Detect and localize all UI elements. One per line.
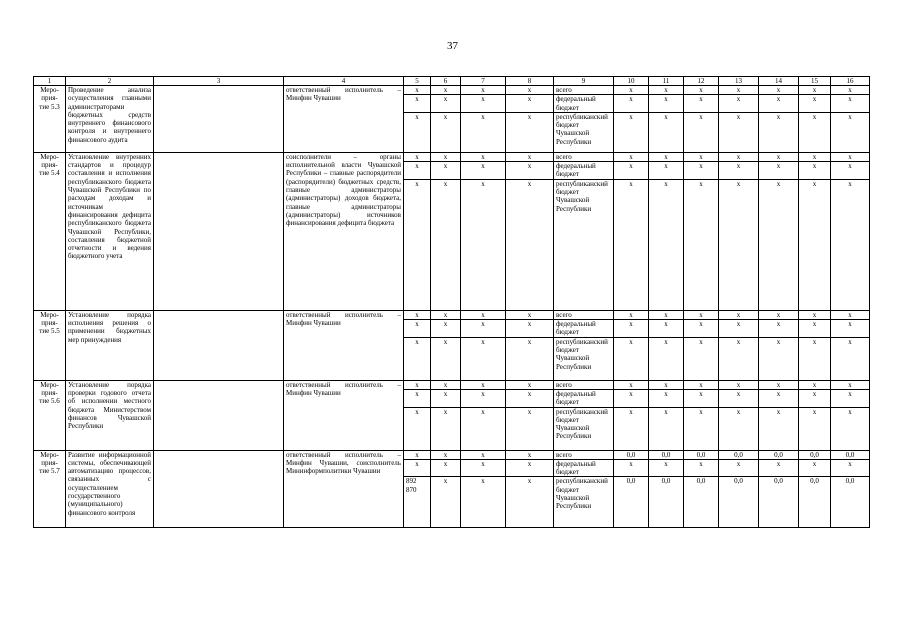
value-cell: х [799, 112, 831, 152]
header-row [34, 77, 870, 86]
value-cell: х [719, 162, 759, 180]
funding-source-cell: республиканский бюджет Чувашской Республики [554, 112, 614, 152]
funding-source-cell: федеральный бюджет [554, 162, 614, 180]
value-cell: х [799, 179, 831, 310]
value-cell: 0,0 [719, 477, 759, 528]
value-cell: х [759, 337, 799, 380]
code-cell: х [506, 459, 554, 477]
value-cell: х [649, 337, 684, 380]
value-cell: х [614, 86, 649, 95]
value-cell: х [719, 152, 759, 161]
code-cell: х [431, 310, 461, 319]
value-cell: х [719, 337, 759, 380]
code-cell: х [404, 407, 431, 450]
value-cell: х [684, 310, 719, 319]
code-cell: х [404, 450, 431, 459]
value-cell: 0,0 [759, 450, 799, 459]
value-cell: х [831, 112, 870, 152]
value-cell: х [759, 86, 799, 95]
value-cell: х [684, 407, 719, 450]
value-cell: х [684, 152, 719, 161]
code-cell: х [506, 450, 554, 459]
code-cell: х [404, 310, 431, 319]
code-cell: х [506, 477, 554, 528]
value-cell: х [649, 152, 684, 161]
header-cell: 14 [759, 77, 799, 86]
code-cell: х [431, 389, 461, 407]
executor-cell: соисполнители – органы исполнительной власти Чувашской Республики – главные распорядители (распорядители) бюджетных средств, главные администраторы (администраторы) доходов бюджета, главные администраторы (администраторы) источников финансирования дефицита бюджета [284, 152, 404, 310]
code-cell: х [461, 162, 506, 180]
table-row [34, 450, 870, 459]
value-cell: х [799, 380, 831, 389]
value-cell: х [684, 320, 719, 338]
empty-cell [154, 152, 284, 310]
code-cell: х [506, 152, 554, 161]
code-cell: х [461, 459, 506, 477]
value-cell: х [719, 95, 759, 113]
code-cell: х [431, 95, 461, 113]
value-cell: х [684, 337, 719, 380]
table-row [34, 380, 870, 389]
value-cell: х [649, 320, 684, 338]
code-cell: х [461, 407, 506, 450]
value-cell: х [831, 320, 870, 338]
empty-cell [154, 450, 284, 528]
value-cell: х [649, 179, 684, 310]
value-cell: х [649, 162, 684, 180]
code-cell: х [431, 459, 461, 477]
value-cell: х [799, 407, 831, 450]
funding-source-cell: республиканский бюджет Чувашской Республики [554, 179, 614, 310]
value-cell: 0,0 [614, 477, 649, 528]
value-cell: х [831, 95, 870, 113]
measure-title-cell: Проведение анализа осуществления главными администраторами бюджетных средств внутреннего финансового контроля и внутреннего финансового аудита [66, 86, 154, 153]
funding-source-cell: всего [554, 450, 614, 459]
value-cell: х [799, 389, 831, 407]
value-cell: х [684, 380, 719, 389]
code-cell: х [506, 95, 554, 113]
value-cell: х [684, 162, 719, 180]
funding-source-cell: всего [554, 152, 614, 161]
header-cell: 7 [461, 77, 506, 86]
code-cell: х [506, 162, 554, 180]
header-cell: 16 [831, 77, 870, 86]
empty-cell [154, 380, 284, 450]
value-cell: х [684, 95, 719, 113]
header-cell: 9 [554, 77, 614, 86]
value-cell: х [831, 380, 870, 389]
header-cell: 2 [66, 77, 154, 86]
value-cell: 0,0 [719, 450, 759, 459]
code-cell: х [404, 162, 431, 180]
value-cell: х [759, 179, 799, 310]
code-cell: х [404, 112, 431, 152]
program-table [33, 76, 870, 528]
value-cell: х [649, 112, 684, 152]
code-cell: х [506, 86, 554, 95]
empty-cell [154, 86, 284, 153]
measure-code-cell: Меро- прия- тие 5.7 [34, 450, 66, 528]
header-cell: 3 [154, 77, 284, 86]
code-cell: х [431, 86, 461, 95]
value-cell: 0,0 [649, 477, 684, 528]
table-row [34, 152, 870, 161]
funding-source-cell: федеральный бюджет [554, 320, 614, 338]
value-cell: х [684, 86, 719, 95]
code-cell: х [431, 337, 461, 380]
value-cell: х [759, 162, 799, 180]
value-cell: 0,0 [799, 477, 831, 528]
code-cell: х [461, 380, 506, 389]
code-cell: х [506, 112, 554, 152]
value-cell: х [719, 389, 759, 407]
code-cell: х [461, 450, 506, 459]
value-cell: х [614, 95, 649, 113]
value-cell: х [684, 112, 719, 152]
value-cell: х [759, 310, 799, 319]
value-cell: х [759, 389, 799, 407]
funding-source-cell: всего [554, 380, 614, 389]
code-cell: х [431, 162, 461, 180]
funding-source-cell: всего [554, 86, 614, 95]
code-cell: х [431, 112, 461, 152]
value-cell: х [614, 337, 649, 380]
value-cell: х [831, 310, 870, 319]
code-cell: х [431, 450, 461, 459]
value-cell: х [614, 152, 649, 161]
funding-source-cell: республиканский бюджет Чувашской Республики [554, 337, 614, 380]
value-cell: х [799, 310, 831, 319]
value-cell: х [799, 162, 831, 180]
value-cell: х [684, 389, 719, 407]
value-cell: 0,0 [831, 450, 870, 459]
value-cell: х [649, 95, 684, 113]
value-cell: х [759, 459, 799, 477]
value-cell: х [831, 459, 870, 477]
code-cell: х [506, 179, 554, 310]
code-cell: х [461, 477, 506, 528]
value-cell: 0,0 [614, 450, 649, 459]
code-cell: х [461, 389, 506, 407]
header-cell: 4 [284, 77, 404, 86]
value-cell: х [759, 380, 799, 389]
value-cell: х [799, 86, 831, 95]
code-cell: х [404, 320, 431, 338]
value-cell: х [719, 179, 759, 310]
value-cell: х [759, 152, 799, 161]
value-cell: х [719, 380, 759, 389]
value-cell: х [831, 152, 870, 161]
value-cell: х [759, 95, 799, 113]
value-cell: х [649, 389, 684, 407]
value-cell: х [684, 179, 719, 310]
funding-source-cell: федеральный бюджет [554, 389, 614, 407]
measure-code-cell: Меро- прия- тие 5.3 [34, 86, 66, 153]
value-cell: х [649, 380, 684, 389]
value-cell: х [719, 459, 759, 477]
value-cell: х [684, 459, 719, 477]
value-cell: х [649, 86, 684, 95]
code-cell: х [506, 320, 554, 338]
value-cell: х [719, 310, 759, 319]
code-cell: х [404, 380, 431, 389]
code-cell: х [461, 112, 506, 152]
code-cell: х [404, 389, 431, 407]
code-cell: х [404, 337, 431, 380]
value-cell: х [719, 320, 759, 338]
code-cell: х [404, 86, 431, 95]
value-cell: х [614, 389, 649, 407]
funding-source-cell: всего [554, 310, 614, 319]
code-cell: х [431, 152, 461, 161]
funding-source-cell: федеральный бюджет [554, 459, 614, 477]
code-cell: х [461, 310, 506, 319]
code-cell: х [404, 152, 431, 161]
code-cell: 892 870 [404, 477, 431, 528]
value-cell: х [831, 337, 870, 380]
code-cell: х [461, 320, 506, 338]
code-cell: х [506, 310, 554, 319]
measure-code-cell: Меро- прия- тие 5.5 [34, 310, 66, 380]
header-cell: 15 [799, 77, 831, 86]
header-cell: 5 [404, 77, 431, 86]
value-cell: х [799, 459, 831, 477]
value-cell: х [759, 112, 799, 152]
code-cell: х [431, 320, 461, 338]
measure-code-cell: Меро- прия- тие 5.4 [34, 152, 66, 310]
code-cell: х [404, 95, 431, 113]
value-cell: х [759, 407, 799, 450]
value-cell: х [831, 86, 870, 95]
value-cell: 0,0 [649, 450, 684, 459]
funding-source-cell: республиканский бюджет Чувашской Республики [554, 477, 614, 528]
value-cell: х [799, 95, 831, 113]
value-cell: х [719, 112, 759, 152]
code-cell: х [431, 179, 461, 310]
value-cell: х [614, 112, 649, 152]
value-cell: х [649, 310, 684, 319]
value-cell: 0,0 [799, 450, 831, 459]
value-cell: х [719, 407, 759, 450]
funding-source-cell: федеральный бюджет [554, 95, 614, 113]
code-cell: х [461, 152, 506, 161]
code-cell: х [506, 337, 554, 380]
value-cell: 0,0 [831, 477, 870, 528]
table-row [34, 310, 870, 319]
header-cell: 1 [34, 77, 66, 86]
code-cell: х [404, 459, 431, 477]
executor-cell: ответственный исполнитель – Минфин Чувашии [284, 380, 404, 450]
value-cell: 0,0 [684, 477, 719, 528]
value-cell: х [831, 162, 870, 180]
header-cell: 10 [614, 77, 649, 86]
value-cell: х [614, 459, 649, 477]
value-cell: х [614, 179, 649, 310]
value-cell: 0,0 [684, 450, 719, 459]
value-cell: х [649, 407, 684, 450]
value-cell: х [831, 407, 870, 450]
value-cell: х [614, 320, 649, 338]
code-cell: х [431, 477, 461, 528]
funding-source-cell: республиканский бюджет Чувашской Республики [554, 407, 614, 450]
header-cell: 12 [684, 77, 719, 86]
code-cell: х [461, 179, 506, 310]
measure-title-cell: Установление порядка проверки годового отчета об исполнении местного бюджета Министерством финансов Чувашской Республики [66, 380, 154, 450]
executor-cell: ответственный исполнитель – Минфин Чувашии, соисполнитель Мининформполитики Чувашии [284, 450, 404, 528]
code-cell: х [431, 380, 461, 389]
table-row [34, 86, 870, 95]
value-cell: х [614, 407, 649, 450]
code-cell: х [506, 407, 554, 450]
executor-cell: ответственный исполнитель – Минфин Чувашии [284, 86, 404, 153]
executor-cell: ответственный исполнитель – Минфин Чувашии [284, 310, 404, 380]
header-cell: 6 [431, 77, 461, 86]
value-cell: х [614, 310, 649, 319]
code-cell: х [404, 179, 431, 310]
value-cell: х [614, 380, 649, 389]
value-cell: 0,0 [759, 477, 799, 528]
measure-title-cell: Установление внутренних стандартов и процедур составления и исполнения республиканского бюджета Чувашской Республики по расходам доходам и источникам финансирования дефицита республиканского бюджета Чувашской Республики, составления бюджетной отчетности и ведения бюджетного учета [66, 152, 154, 310]
code-cell: х [431, 407, 461, 450]
code-cell: х [461, 95, 506, 113]
value-cell: х [759, 320, 799, 338]
value-cell: х [719, 86, 759, 95]
code-cell: х [461, 86, 506, 95]
measure-title-cell: Установление порядка исполнения решения о применении бюджетных мер принуждения [66, 310, 154, 380]
value-cell: х [831, 179, 870, 310]
value-cell: х [649, 459, 684, 477]
header-cell: 11 [649, 77, 684, 86]
measure-code-cell: Меро- прия- тие 5.6 [34, 380, 66, 450]
measure-title-cell: Развитие информационной системы, обеспечивающей автоматизацию процессов, связанных с осуществлением государственного (муниципального) финансового контроля [66, 450, 154, 528]
value-cell: х [799, 337, 831, 380]
table-body [34, 77, 870, 528]
value-cell: х [799, 152, 831, 161]
empty-cell [154, 310, 284, 380]
value-cell: х [831, 389, 870, 407]
code-cell: х [506, 389, 554, 407]
page-number: 37 [447, 40, 458, 52]
header-cell: 13 [719, 77, 759, 86]
code-cell: х [461, 337, 506, 380]
code-cell: х [506, 380, 554, 389]
value-cell: х [614, 162, 649, 180]
value-cell: х [799, 320, 831, 338]
header-cell: 8 [506, 77, 554, 86]
